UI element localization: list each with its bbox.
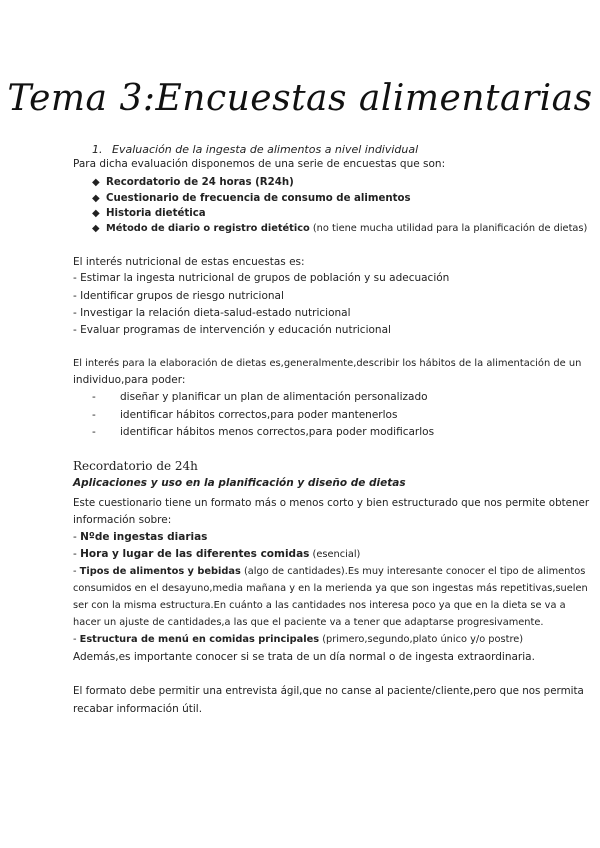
intro-text: Para dicha evaluación disponemos de una serie de encuestas que son: (73, 158, 446, 170)
r24-intro-line: información sobre: (73, 514, 172, 526)
list-item: - Evaluar programas de intervención y educación nutricional (73, 324, 391, 336)
list-item: - Identificar grupos de riesgo nutricional (73, 290, 284, 302)
survey-item: ◆ Método de diario o registro dietético (no tiene mucha utilidad para la planificación de dietas) (92, 223, 588, 234)
list-item: - Investigar la relación dieta-salud-estado nutricional (73, 307, 351, 319)
format-paragraph-line: recabar información útil. (73, 703, 203, 715)
diet-paragraph-line: individuo,para poder: (73, 374, 186, 386)
survey-item: ◆ Cuestionario de frecuencia de consumo de alimentos (92, 193, 411, 204)
r24-intro-line: Este cuestionario tiene un formato más o menos corto y bien estructurado que nos permite obtener (73, 497, 590, 509)
heading-number: 1. (92, 143, 103, 156)
section-title: Recordatorio de 24h (73, 459, 198, 473)
list-item: - identificar hábitos correctos,para poder mantenerlos (92, 409, 398, 421)
diamond-bullet-icon: ◆ (92, 223, 100, 234)
list-item: - Estructura de menú en comidas principales (primero,segundo,plato único y/o postre) (73, 634, 524, 645)
list-item: - Estimar la ingesta nutricional de grupos de población y su adecuación (73, 272, 450, 284)
r24-item3-cont: ser con la misma estructura.En cuánto a las cantidades nos interesa poco ya que en la dieta se va a (73, 600, 566, 611)
interest-intro: El interés nutricional de estas encuestas es: (73, 256, 305, 268)
survey-item: ◆ Recordatorio de 24 horas (R24h) (92, 177, 294, 188)
list-item: - Tipos de alimentos y bebidas (algo de cantidades).Es muy interesante conocer el tipo de alimentos (73, 566, 586, 577)
heading-text: Evaluación de la ingesta de alimentos a nivel individual (112, 143, 419, 156)
list-item: - Nºde ingestas diarias (73, 531, 208, 543)
heading-evaluacion (92, 143, 418, 156)
survey-item: ◆ Historia dietética (92, 208, 206, 219)
r24-extra: Además,es importante conocer si se trata de un día normal o de ingesta extraordinaria. (73, 651, 535, 663)
diamond-bullet-icon: ◆ (92, 208, 100, 219)
list-item: - diseñar y planificar un plan de alimentación personalizado (92, 391, 428, 403)
list-item: - identificar hábitos menos correctos,para poder modificarlos (92, 426, 435, 438)
diamond-bullet-icon: ◆ (92, 193, 100, 204)
page-title: Tema 3:Encuestas alimentarias (7, 78, 593, 119)
r24-item3-cont: hacer un ajuste de cantidades,a las que el paciente va a tener que adaptarse progresivamente. (73, 617, 544, 628)
r24-item3-cont: consumidos en el desayuno,media mañana y en la merienda ya que son ingestas más repetitivas,suelen (73, 583, 588, 594)
diet-paragraph-line: El interés para la elaboración de dietas es,generalmente,describir los hábitos de la alimentación de un (73, 358, 582, 369)
section-subtitle: Aplicaciones y uso en la planificación y diseño de dietas (73, 477, 406, 489)
list-item: - Hora y lugar de las diferentes comidas (esencial) (73, 548, 361, 560)
diamond-bullet-icon: ◆ (92, 177, 100, 188)
format-paragraph-line: El formato debe permitir una entrevista ágil,que no canse al paciente/cliente,pero que nos permita (73, 685, 584, 697)
